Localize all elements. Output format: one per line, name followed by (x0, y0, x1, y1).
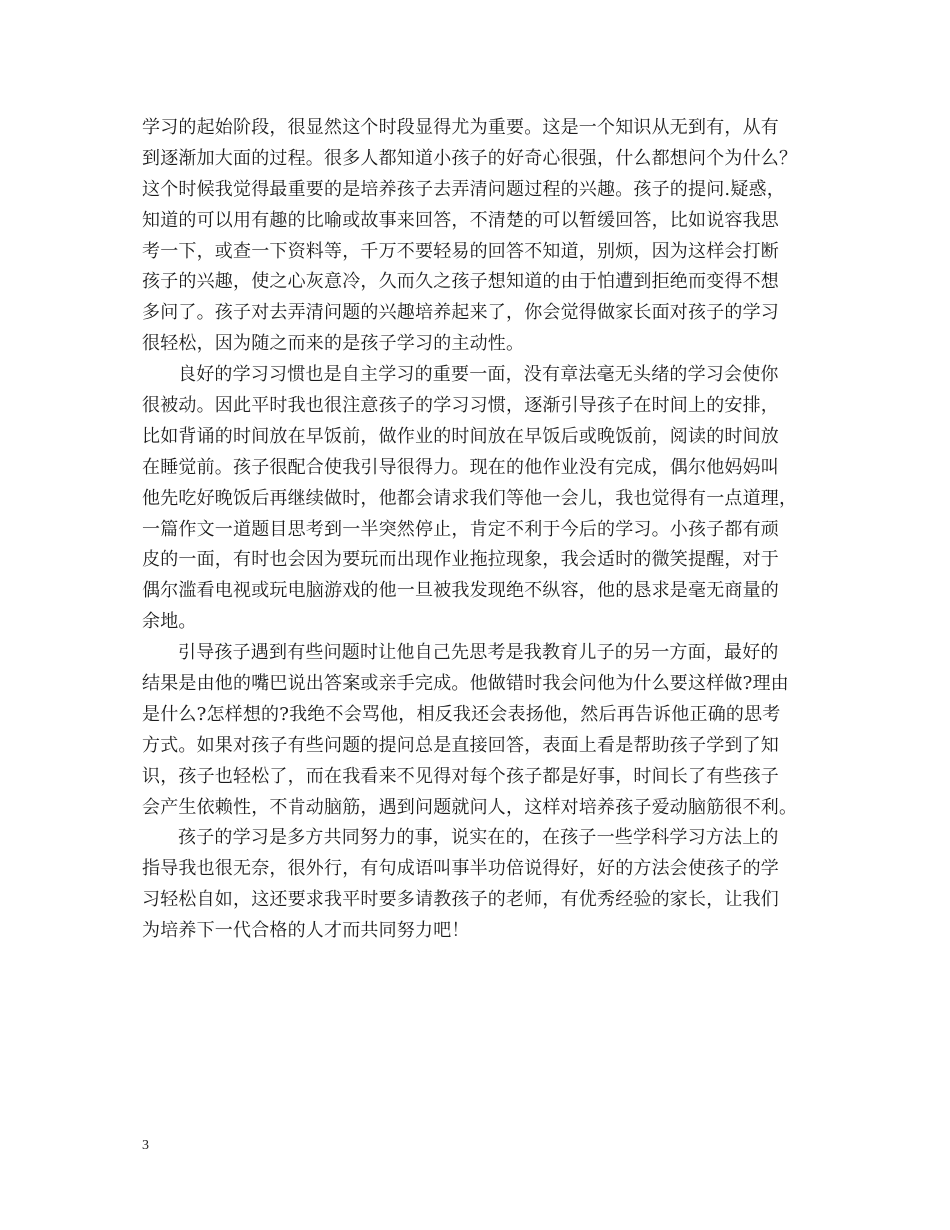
text-line: 会产生依赖性，不肯动脑筋，遇到问题就问人，这样对培养孩子爱动脑筋很不利。 (142, 796, 798, 818)
text-line: 良好的学习习惯也是自主学习的重要一面，没有章法毫无头绪的学习会使你 (178, 364, 779, 386)
text-line: 方式。如果对孩子有些问题的提问总是直接回答，表面上看是帮助孩子学到了知 (142, 734, 779, 756)
text-line: 多问了。孩子对去弄清问题的兴趣培养起来了，你会觉得做家长面对孩子的学习 (142, 302, 779, 324)
text-line: 偶尔滥看电视或玩电脑游戏的他一旦被我发现绝不纵容，他的恳求是毫无商量的 (142, 580, 779, 602)
text-line: 知道的可以用有趣的比喻或故事来回答，不清楚的可以暂缓回答，比如说容我思 (142, 209, 779, 231)
text-line: 皮的一面，有时也会因为要玩而出现作业拖拉现象，我会适时的微笑提醒，对于 (142, 549, 779, 571)
text-line: 是什么?怎样想的?我绝不会骂他，相反我还会表扬他，然后再告诉他正确的思考 (142, 703, 781, 725)
text-line: 学习的起始阶段，很显然这个时段显得尤为重要。这是一个知识从无到有，从有 (142, 117, 779, 138)
text-line: 孩子的兴趣，使之心灰意冷，久而久之孩子想知道的由于怕遭到拒绝而变得不想 (142, 271, 779, 293)
text-line: 余地。 (142, 611, 197, 633)
text-line: 很被动。因此平时我也很注意孩子的学习习惯，逐渐引导孩子在时间上的安排， (142, 395, 779, 417)
text-line: 习轻松自如，这还要求我平时要多请教孩子的老师，有优秀经验的家长，让我们 (142, 889, 779, 911)
text-line: 结果是由他的嘴巴说出答案或亲手完成。他做错时我会问他为什么要这样做?理由 (142, 673, 789, 695)
text-line: 很轻松，因为随之而来的是孩子学习的主动性。 (142, 333, 525, 355)
text-line: 比如背诵的时间放在早饭前，做作业的时间放在早饭后或晚饭前，阅读的时间放 (142, 425, 779, 447)
text-line: 在睡觉前。孩子很配合使我引导很得力。现在的他作业没有完成，偶尔他妈妈叫 (142, 456, 779, 478)
text-line: 这个时候我觉得最重要的是培养孩子去弄清问题过程的兴趣。孩子的提问.疑惑， (142, 178, 785, 200)
body-text (142, 113, 822, 947)
text-line: 考一下，或查一下资料等，千万不要轻易的回答不知道，别烦，因为这样会打断 (142, 240, 779, 262)
text-line: 他先吃好晚饭后再继续做时，他都会请求我们等他一会儿，我也觉得有一点道理， (142, 487, 798, 509)
text-line: 一篇作文一道题目思考到一半突然停止，肯定不利于今后的学习。小孩子都有顽 (142, 518, 779, 540)
text-line: 为培养下一代合格的人才而共同努力吧！ (142, 920, 470, 942)
text-line: 引导孩子遇到有些问题时让他自己先思考是我教育儿子的另一方面，最好的 (178, 642, 779, 664)
text-line: 到逐渐加大面的过程。很多人都知道小孩子的好奇心很强，什么都想问个为什么？ (142, 147, 798, 169)
text-line: 识，孩子也轻松了，而在我看来不见得对每个孩子都是好事，时间长了有些孩子 (142, 765, 779, 787)
page-number: 3 (142, 1138, 149, 1153)
text-line: 孩子的学习是多方共同努力的事，说实在的，在孩子一些学科学习方法上的 (178, 827, 779, 849)
text-line: 指导我也很无奈，很外行，有句成语叫事半功倍说得好，好的方法会使孩子的学 (142, 858, 779, 880)
